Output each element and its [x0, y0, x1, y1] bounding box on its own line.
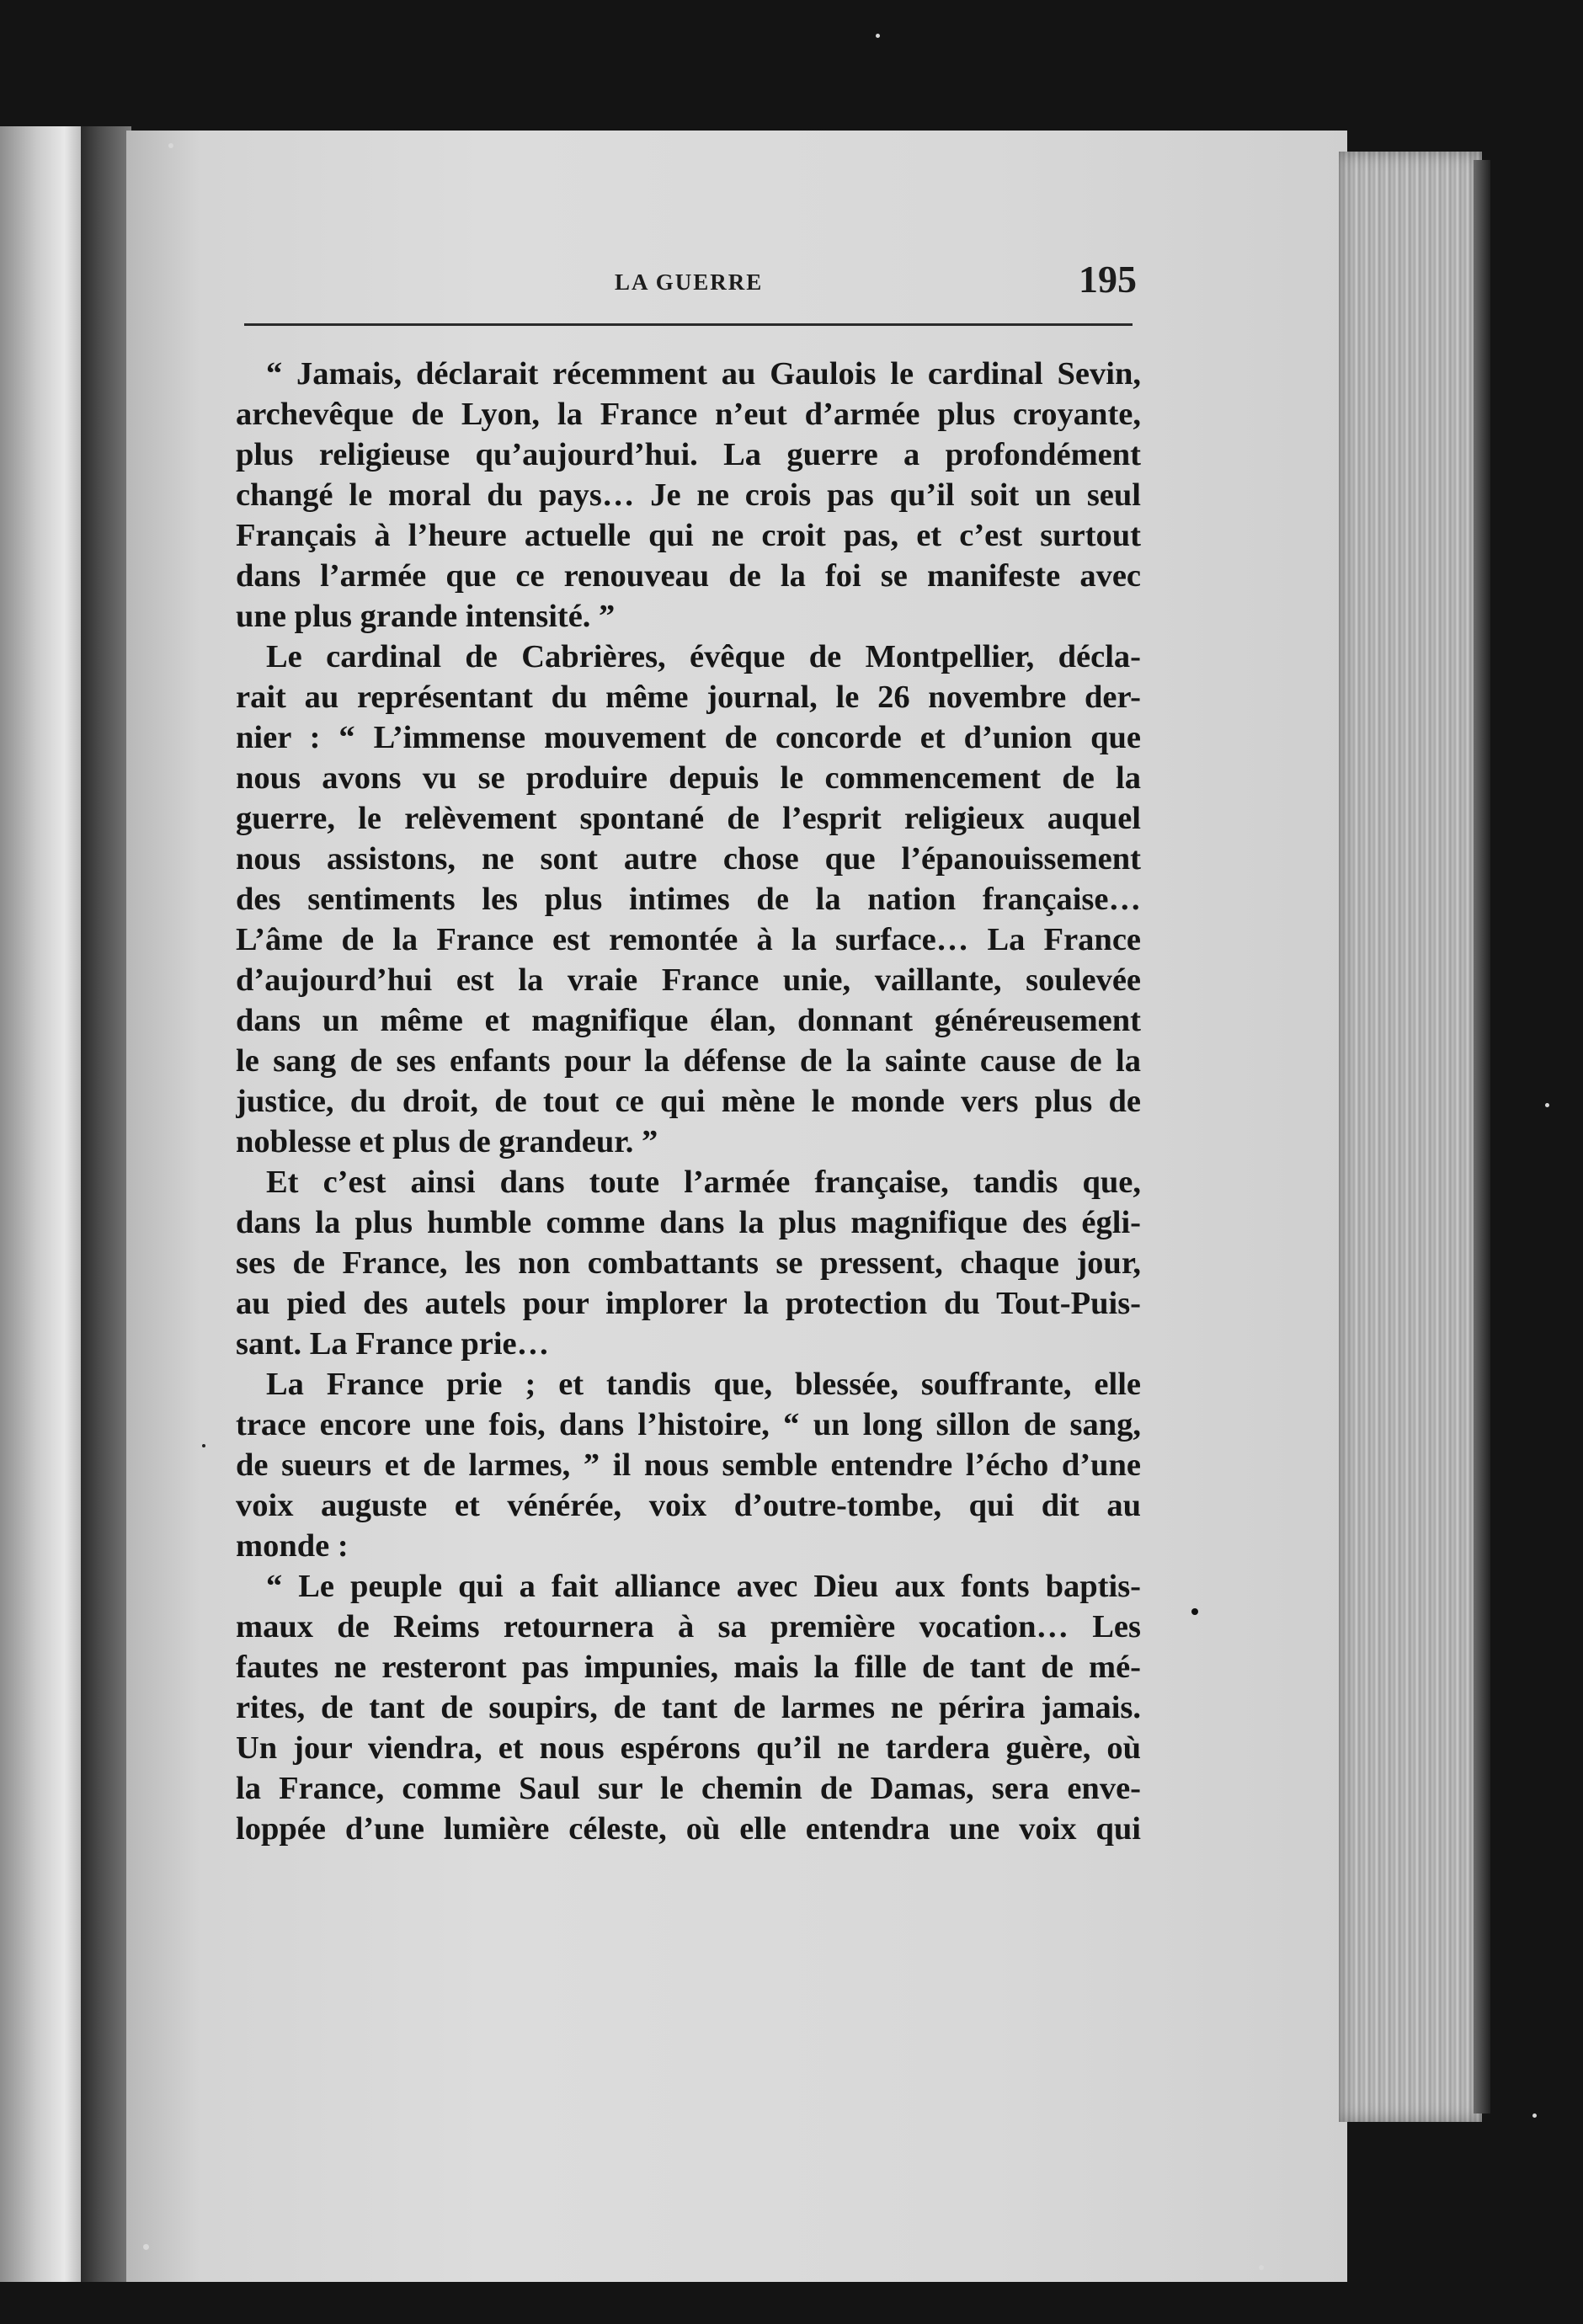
text-line: rait au représentant du même journal, le 26 novembre der-: [236, 680, 1141, 715]
text-line: dans l’armée que ce renouveau de la foi se manifeste avec: [236, 558, 1141, 594]
text-line: Un jour viendra, et nous espérons qu’il ne tardera guère, où: [236, 1730, 1141, 1766]
text-line: voix auguste et vénérée, voix d’outre-tombe, qui dit au: [236, 1488, 1141, 1523]
dust-speck: [876, 34, 880, 38]
text-line: dans la plus humble comme dans la plus magnifique des égli-: [236, 1205, 1141, 1240]
text-line: loppée d’une lumière céleste, où elle entendra une voix qui: [236, 1811, 1141, 1847]
text-line: changé le moral du pays… Je ne crois pas qu’il soit un seul: [236, 477, 1141, 513]
text-line: Et c’est ainsi dans toute l’armée française, tandis que,: [266, 1165, 1141, 1200]
dust-speck: [1259, 2265, 1264, 2270]
text-line: nous avons vu se produire depuis le commencement de la: [236, 760, 1141, 796]
text-line: de sueurs et de larmes, ” il nous semble entendre l’écho d’une: [236, 1447, 1141, 1483]
text-line: L’âme de la France est remontée à la surface… La France: [236, 922, 1141, 957]
text-line: La France prie ; et tandis que, blessée, souffrante, elle: [266, 1367, 1141, 1402]
text-line: monde :: [236, 1528, 349, 1564]
page-stack-shadow: [1474, 160, 1490, 2113]
header-rule: [244, 323, 1133, 326]
text-line: fautes ne resteront pas impunies, mais la fille de tant de mé-: [236, 1650, 1141, 1685]
text-line: noblesse et plus de grandeur. ”: [236, 1124, 658, 1159]
text-line: archevêque de Lyon, la France n’eut d’armée plus croyante,: [236, 397, 1141, 432]
text-line: Français à l’heure actuelle qui ne croit pas, et c’est surtout: [236, 518, 1141, 553]
running-head: LA GUERRE: [615, 269, 764, 295]
text-line: dans un même et magnifique élan, donnant généreusement: [236, 1003, 1141, 1038]
body-text: [236, 354, 1141, 1849]
text-line: plus religieuse qu’aujourd’hui. La guerre a profondément: [236, 437, 1141, 472]
text-line: ses de France, les non combattants se pressent, chaque jour,: [236, 1245, 1141, 1281]
dust-speck: [143, 2244, 149, 2250]
dust-speck: [1191, 1608, 1198, 1615]
dust-speck: [1532, 2113, 1537, 2118]
text-line: la France, comme Saul sur le chemin de Damas, sera enve-: [236, 1771, 1141, 1806]
dust-speck: [168, 143, 173, 148]
page-stack-edge: [1339, 152, 1482, 2122]
text-line: “ Le peuple qui a fait alliance avec Dieu aux fonts baptis-: [266, 1569, 1141, 1604]
text-line: nier : “ L’immense mouvement de concorde et d’union que: [236, 720, 1141, 755]
text-line: des sentiments les plus intimes de la nation française…: [236, 882, 1141, 917]
text-line: d’aujourd’hui est la vraie France unie, vaillante, soulevée: [236, 962, 1141, 998]
text-line: “ Jamais, déclarait récemment au Gaulois le cardinal Sevin,: [266, 356, 1141, 392]
left-facing-page-edge: [0, 126, 81, 2282]
text-line: trace encore une fois, dans l’histoire, “ un long sillon de sang,: [236, 1407, 1141, 1442]
text-line: le sang de ses enfants pour la défense de la sainte cause de la: [236, 1043, 1141, 1079]
text-line: maux de Reims retournera à sa première vocation… Les: [236, 1609, 1141, 1644]
text-line: rites, de tant de soupirs, de tant de larmes ne périra jamais.: [236, 1690, 1141, 1725]
text-line: Le cardinal de Cabrières, évêque de Montpellier, décla-: [266, 639, 1141, 674]
book-gutter: [81, 126, 131, 2282]
text-line: nous assistons, ne sont autre chose que l’épanouissement: [236, 841, 1141, 877]
page-number: 195: [1079, 258, 1137, 301]
text-line: guerre, le relèvement spontané de l’esprit religieux auquel: [236, 801, 1141, 836]
dust-speck: [1545, 1103, 1549, 1107]
text-line: au pied des autels pour implorer la protection du Tout-Puis-: [236, 1286, 1141, 1321]
dust-speck: [202, 1444, 205, 1447]
text-line: une plus grande intensité. ”: [236, 599, 616, 634]
text-line: justice, du droit, de tout ce qui mène le monde vers plus de: [236, 1084, 1141, 1119]
text-line: sant. La France prie…: [236, 1326, 550, 1362]
page-header: [236, 253, 1137, 312]
